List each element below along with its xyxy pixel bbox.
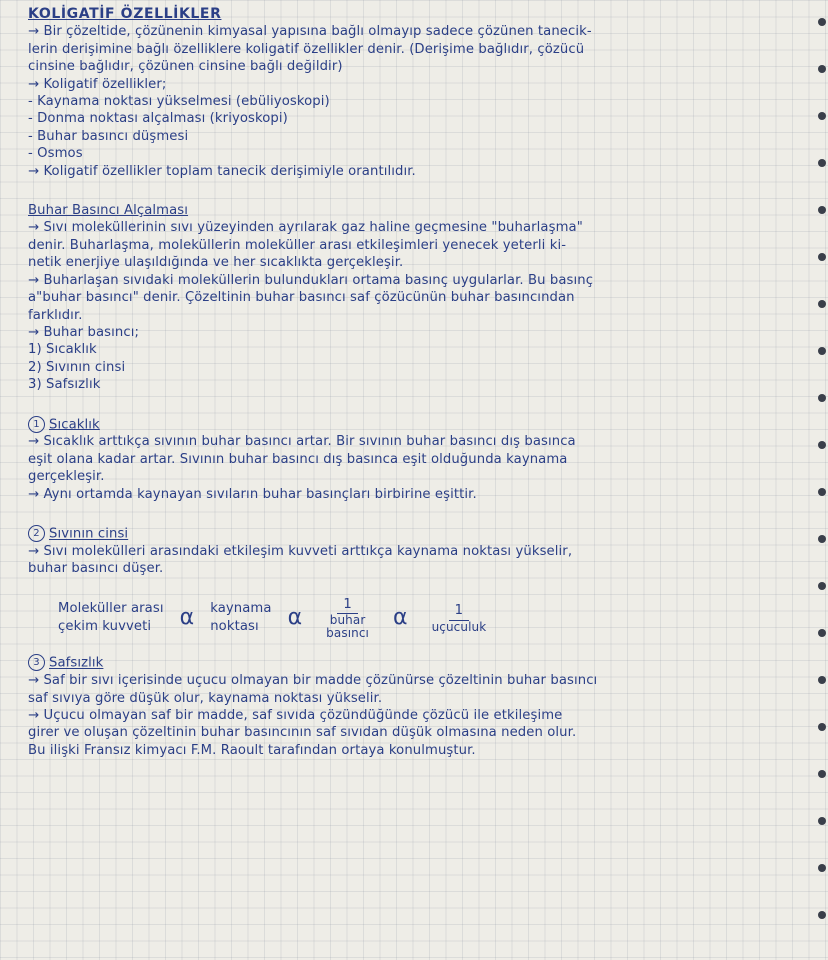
list-note: → Koligatif özellikler toplam tanecik derişimiyle orantılıdır.	[28, 163, 416, 179]
binder-hole	[818, 65, 826, 73]
fraction-denominator: buhar	[329, 613, 366, 628]
fraction-denominator: basıncı	[326, 626, 369, 641]
number-circle: 2	[28, 525, 45, 542]
binder-hole	[818, 159, 826, 167]
list-item: - Buhar basıncı düşmesi	[28, 128, 189, 144]
formula-term-boiling-point	[210, 600, 271, 636]
section-heading-text: Sıvının cinsi	[49, 526, 129, 542]
paragraph-line: gerçekleşir.	[28, 469, 105, 485]
paragraph-line: buhar basıncı düşer.	[28, 561, 164, 577]
paragraph-line: denir. Buharlaşma, moleküllerin moleküller arası etkileşimleri yenecek yeterli ki-	[28, 237, 567, 253]
paragraph-line: girer ve oluşan çözeltinin buhar basıncının saf sıvıdan düşük olmasına neden olur.	[28, 725, 577, 741]
binder-hole	[818, 112, 826, 120]
binder-hole	[818, 911, 826, 919]
binder-hole	[818, 441, 826, 449]
notes-content	[28, 6, 803, 759]
fraction-vapor-pressure	[326, 596, 369, 640]
list-item: - Osmos	[28, 146, 83, 162]
fraction-volatility	[432, 602, 487, 633]
fraction-denominator: uçuculuk	[431, 619, 487, 634]
binder-hole	[818, 253, 826, 261]
proportionality-formula	[58, 596, 803, 640]
binder-hole	[818, 582, 826, 590]
binder-hole	[818, 206, 826, 214]
binder-hole	[818, 300, 826, 308]
factors-heading: → Buhar basıncı;	[28, 324, 140, 340]
factor-item: 3) Safsızlık	[28, 377, 101, 393]
intro-line: lerin derişimine bağlı özelliklere koligatif özellikler denir. (Derişime bağlıdır, çözücü	[28, 41, 585, 57]
binder-hole	[818, 488, 826, 496]
paragraph-line: → Saf bir sıvı içerisinde uçucu olmayan bir madde çözünürse çözeltinin buhar basıncı	[28, 673, 598, 689]
number-circle: 1	[28, 416, 45, 433]
binder-hole	[818, 18, 826, 26]
proportional-symbol: α	[392, 605, 408, 631]
paragraph-line: farklıdır.	[28, 307, 83, 323]
binder-hole	[818, 723, 826, 731]
paragraph-line: → Uçucu olmayan saf bir madde, saf sıvıda çözündüğünde çözücü ile etkileşime	[28, 707, 563, 723]
formula-text: çekim kuvveti	[58, 618, 152, 634]
paragraph-line: eşit olana kadar artar. Sıvının buhar basıncı dış basınca eşit olduğunda kaynama	[28, 451, 568, 467]
factor-item: 1) Sıcaklık	[28, 342, 97, 358]
formula-text: kaynama	[210, 600, 272, 616]
section-heading-text: Sıcaklık	[49, 417, 100, 433]
factor-item: 2) Sıvının cinsi	[28, 359, 126, 375]
paragraph-line: → Sıcaklık arttıkça sıvının buhar basıncı artar. Bir sıvının buhar basıncı dış basınca	[28, 434, 576, 450]
intro-line: cinsine bağlıdır, çözünen cinsine bağlı değildir)	[28, 59, 343, 75]
binder-hole	[818, 817, 826, 825]
list-item: - Donma noktası alçalması (kriyoskopi)	[28, 111, 288, 127]
section-heading-text: Safsızlık	[49, 655, 104, 671]
paragraph-line: Bu ilişki Fransız kimyacı F.M. Raoult tarafından ortaya konulmuştur.	[28, 742, 476, 758]
fraction-numerator: 1	[449, 602, 470, 620]
proportional-symbol: α	[179, 605, 195, 631]
formula-term-attraction	[58, 600, 164, 636]
binder-hole	[818, 770, 826, 778]
binder-hole	[818, 629, 826, 637]
paragraph-line: → Aynı ortamda kaynayan sıvıların buhar basınçları birbirine eşittir.	[28, 486, 477, 502]
binder-hole	[818, 394, 826, 402]
proportional-symbol: α	[287, 605, 303, 631]
binder-hole	[818, 676, 826, 684]
paragraph-line: → Sıvı moleküllerinin sıvı yüzeyinden ayrılarak gaz haline geçmesine "buharlaşma"	[28, 220, 583, 236]
binder-hole	[818, 535, 826, 543]
page-title: KOLİGATİF ÖZELLİKLER	[28, 6, 222, 22]
paragraph-line: netik enerjiye ulaşıldığında ve her sıcaklıkta gerçekleşir.	[28, 255, 404, 271]
list-item: - Kaynama noktası yükselmesi (ebüliyoskopi)	[28, 94, 330, 110]
fraction-numerator: 1	[337, 596, 358, 614]
section-heading-liquid-type	[28, 525, 803, 543]
paragraph-line: a"buhar basıncı" denir. Çözeltinin buhar basıncı saf çözücünün buhar basıncından	[28, 290, 575, 306]
binder-hole	[818, 864, 826, 872]
list-heading: → Koligatif özellikler;	[28, 76, 167, 92]
paragraph-line: → Buharlaşan sıvıdaki moleküllerin bulundukları ortama basınç uygularlar. Bu basınç	[28, 272, 594, 288]
formula-text: Moleküller arası	[58, 600, 164, 616]
number-circle: 3	[28, 654, 45, 671]
binder-holes	[814, 0, 828, 960]
binder-hole	[818, 347, 826, 355]
section-heading-vapor-pressure: Buhar Basıncı Alçalması	[28, 203, 189, 219]
formula-text: noktası	[210, 618, 259, 634]
paragraph-line: saf sıvıya göre düşük olur, kaynama noktası yükselir.	[28, 690, 383, 706]
section-heading-temperature	[28, 416, 803, 434]
intro-line: → Bir çözeltide, çözünenin kimyasal yapısına bağlı olmayıp sadece çözünen tanecik-	[28, 24, 592, 40]
section-heading-impurity	[28, 654, 803, 672]
paragraph-line: → Sıvı molekülleri arasındaki etkileşim kuvveti arttıkça kaynama noktası yükselir,	[28, 543, 573, 559]
